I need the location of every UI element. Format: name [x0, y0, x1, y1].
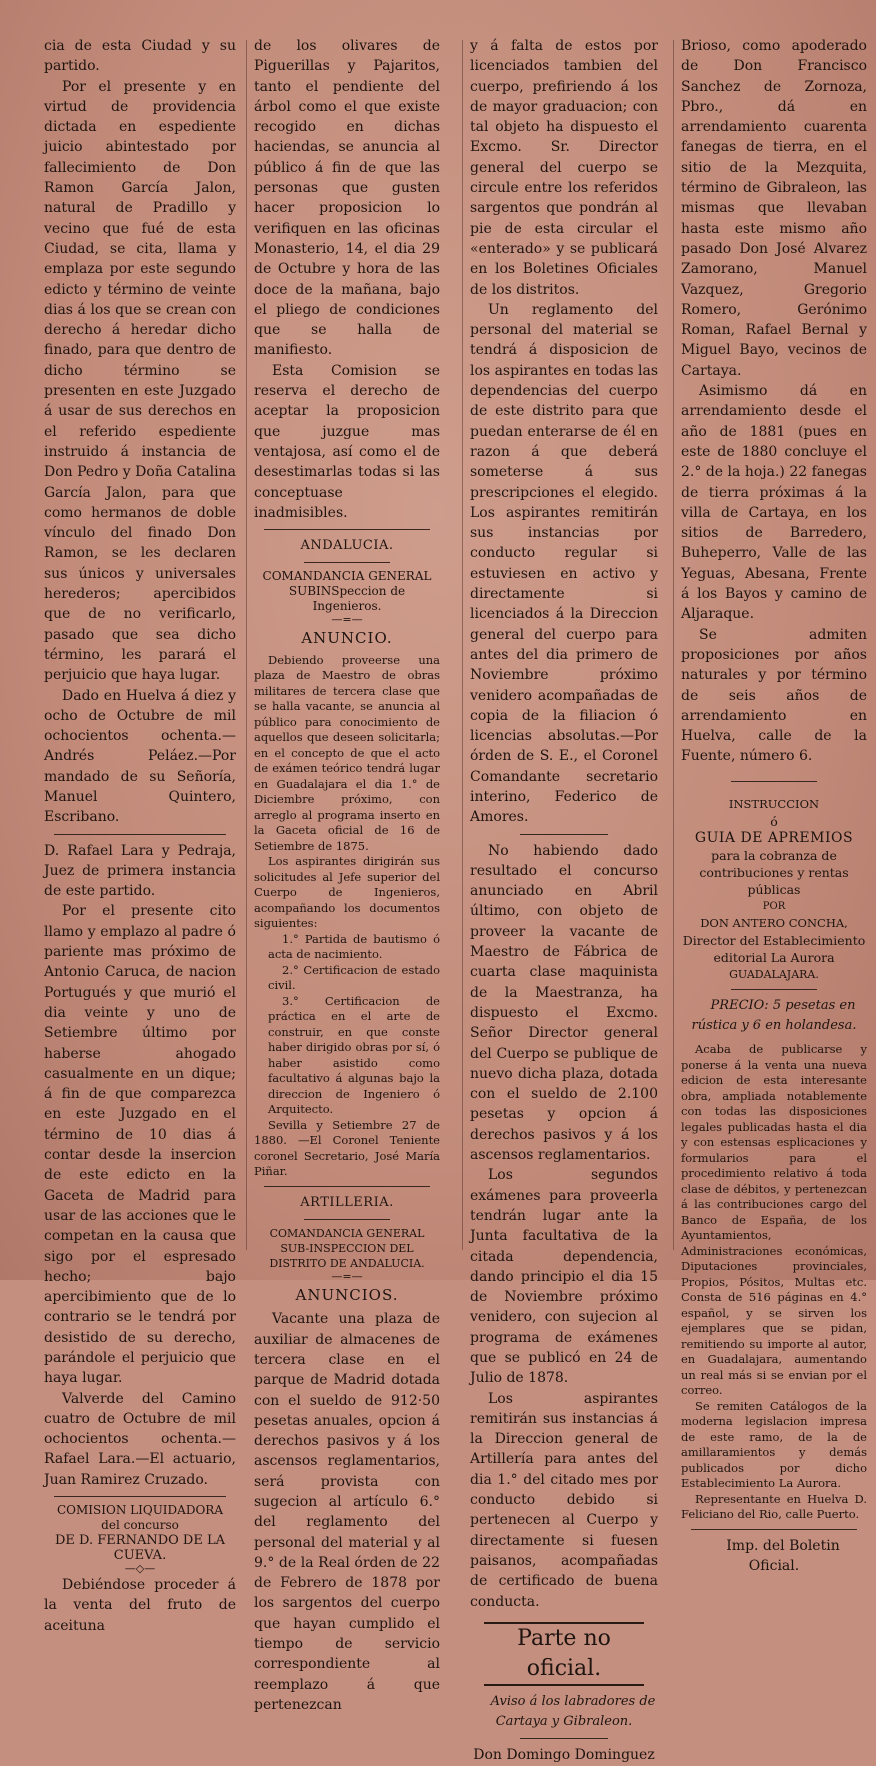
- divider: [304, 1219, 390, 1220]
- section-heading: ANDALUCIA.: [300, 538, 394, 554]
- paragraph: No habiendo dado resultado el concurso anunciado en Abril último, con objeto de proveer la vacante de Maestro de Fábrica de cuarta clase maquinista de la Maestranza, ha dispuesto el Excmo. Señor Director general del Cuerpo se publique de nuevo dicha plaza, dotada con el sueldo de 2.100 pesetas y opcion á derechos pasivos y á los ascensos reglamentarios.: [470, 842, 658, 1164]
- paragraph: Se remiten Catálogos de la moderna legislacion impresa de este ramo, de la de amillaramientos y demás publicados por dicho Establecimiento La Aurora.: [681, 1398, 867, 1491]
- paragraph: cia de esta Ciudad y su partido.: [44, 38, 236, 75]
- paragraph: de los olivares de Piguerillas y Pajaritos, tanto el pendiente del árbol como el que existe recogido en dichas haciendas, se anuncia al público á fin de que las personas que gusten hacer proposicion lo verifiquen en las oficinas Monasterio, 14, el dia 29 de Octubre y hora de las doce de la mañana, bajo el pliego de condiciones que se halla de manifiesto.: [254, 38, 440, 359]
- book-by: POR: [762, 900, 786, 912]
- paragraph: Esta Comision se reserva el derecho de aceptar la proposicion que juzgue mas ventajosa, así como el de desestimarlas todas si las conceptuase inadmisibles.: [254, 362, 440, 521]
- divider: [264, 529, 430, 530]
- announcement-title: ANUNCIOS.: [295, 1286, 399, 1305]
- price: PRECIO: 5 pesetas en rústica y 6 en holandesa.: [691, 997, 857, 1033]
- book-publisher: Director del Establecimiento editorial La Aurora: [682, 932, 866, 965]
- paragraph: Vacante una plaza de auxiliar de almacenes de tercera clase en el parque de Madrid dotada con el sueldo de 912·50 pesetas anuales, opcion á derechos pasivos y á los ascensos reglamentarios, será provista con sugecion al artículo 6.° del reglamento del personal del material y al 9.° de la Real órden de 22 de Febrero de 1878 por los sargentos del cuerpo que hayan cumplido el tiempo de servicio correspondiente al reemplazo á que pertenezcan: [254, 1311, 440, 1713]
- list-item: 2.° Certificacion de estado civil.: [268, 962, 440, 993]
- list-item: 3.° Certificacion de práctica en el arte de construir, en que conste haber dirigido obras por sí, ó haber asistido como facultativo á algunas bajo la direccion de Ingeniero ó Arquitecto.: [268, 993, 440, 1117]
- column-1: [44, 36, 236, 1634]
- paragraph: Un reglamento del personal del material se tendrá á disposicion de los aspirantes en todas las dependencias del cuerpo de este distrito para que puedan enterarse de él en razon á que deberá someterse á sus prescripciones el elegido. Los aspirantes remitirán sus instancias por conducto regular si estuviesen en activo y directamente si licenciados á la Direccion general del cuerpo para antes del dia primero de Noviembre próximo venidero acompañadas de copia de la filiacion ó licencias absolutas.—Por órden de S. E., el Coronel Comandante secretario interino, Federico de Amores.: [470, 301, 658, 826]
- paragraph: Acaba de publicarse y ponerse á la venta una nueva edicion de esta interesante obra, ampliada notablemente con todas las disposiciones legales publicadas hasta el dia y con estensas esplicaciones y formularios para el procedimiento relativo á toda clase de débitos, y pertenezcan á las contribuciones cargo del Banco de España, de los Ayuntamientos, Administraciones económicas, Diputaciones provinciales, Propios, Pósitos, Multas etc. Consta de 516 páginas en 4.° español, y se sirven los ejemplares que se pidan, remitiendo su importe al autor, en Guadalajara, aumentando un real más si se envian por el correo.: [681, 1042, 867, 1398]
- paragraph: Debiendo proveerse una plaza de Maestro de obras militares de tercera clase que se halla vacante, se anuncia al público para conocimiento de aquellos que deseen solicitarla; en el concepto de que el acto de exámen teórico tendrá lugar en Guadalajara el dia 1.° de Diciembre próximo, con arreglo al programa inserto en la Gaceta oficial de 16 de Setiembre de 1875.: [254, 652, 440, 853]
- book-city: GUADALAJARA.: [729, 967, 819, 981]
- signature: Sevilla y Setiembre 27 de 1880. —El Coronel Teniente coronel Secretario, José María Piñar.: [254, 1117, 440, 1179]
- section-heading: COMISION LIQUIDADORA: [56, 1503, 223, 1518]
- divider: [520, 834, 608, 835]
- paragraph: Los segundos exámenes para proveerla tendrán lugar ante la Junta facultativa de la citada dependencia, dando principio el dia 15 de Noviembre próximo venidero, con sujecion al programa de exámenes que se publicó en 24 de Julio de 1878.: [470, 1167, 658, 1387]
- book-author: DON ANTERO CONCHA,: [700, 915, 848, 930]
- paragraph: Valverde del Camino cuatro de Octubre de mil ochocientos ochenta.—Rafael Lara.—El actuario, Juan Ramirez Cruzado.: [44, 1390, 236, 1488]
- paragraph: Brioso, como apoderado de Don Francisco Sanchez de Zornoza, Pbro., dá en arrendamiento cuarenta fanegas de tierra, en el sitio de la Mezquita, término de Gibraleon, las mismas que llevaban hasta este mismo año pasado Don José Alvarez Zamorano, Manuel Vazquez, Gregorio Romero, Gerónimo Roman, Rafael Bernal y Miguel Bayo, vecinos de Cartaya.: [681, 38, 867, 379]
- announcement-title: ANUNCIO.: [301, 629, 393, 648]
- column-3: [470, 36, 658, 1764]
- book-subtitle: para la cobranza de contribuciones y rentas públicas: [699, 847, 849, 897]
- section-heading: ARTILLERIA.: [300, 1194, 394, 1210]
- column-4: [681, 36, 867, 1575]
- paragraph: Asimismo dá en arrendamiento desde el año de 1881 (pues en este de 1880 concluye el 2.° de la hoja.) 22 fanegas de tierra próximas á la villa de Cartaya, en los sitios de Barredero, Buheperro, Valle de las Yeguas, Abesana, Frente á los Bayos y camino de Aljaraque.: [681, 383, 867, 623]
- divider: [520, 1738, 608, 1739]
- ornament: —◇—: [124, 1562, 156, 1576]
- divider: [54, 1496, 226, 1497]
- book-title: INSTRUCCION: [728, 796, 820, 811]
- paragraph: Los aspirantes dirigirán sus solicitudes al Jefe superior del Cuerpo de Ingenieros, acompañando los documentos siguientes:: [254, 854, 440, 931]
- ornament: —=—: [331, 613, 363, 627]
- paragraph: Representante en Huelva D. Feliciano del Rio, calle Puerto.: [681, 1491, 867, 1522]
- divider: [691, 1529, 857, 1530]
- column-divider: [246, 40, 247, 1250]
- announcement-body: [254, 653, 440, 1180]
- column-2: [254, 36, 440, 1713]
- paragraph: Por el presente y en virtud de providencia dictada en espediente juicio abintestado por fallecimiento de Don Ramon García Jalon, natural de Pradillo y vecino que fué de esta Ciudad, se cita, llama y emplaza por este segundo edicto y término de veinte dias á los que se crean con derecho á heredar dicho finado, para que dentro de dicho término se presenten en este Juzgado á usar de sus derechos en el referido espediente instruido á instancia de Don Pedro y Doña Catalina García Jalon, para que como hermanos de doble vínculo del finado Don Ramon, se les declaren sus únicos y universales herederos; apercibidos que de no verificarlo, pasado que sea dicho término, les parará el perjuicio que haya lugar.: [44, 78, 236, 684]
- paragraph: Debiéndose proceder á la venta del fruto de aceituna: [44, 1577, 236, 1634]
- advert-body: [681, 1042, 867, 1523]
- section-subheading: del concurso: [101, 1518, 179, 1533]
- divider: [54, 834, 226, 835]
- ornament: —=—: [331, 1270, 363, 1284]
- printer-imprint: Imp. del Boletin Oficial.: [726, 1537, 840, 1575]
- paragraph: Por el presente cito llamo y emplazo al padre ó pariente mas próximo de Antonio Caruca, de nacion Portugués y que murió el dia veinte y uno de Setiembre último por haberse ahogado casualmente en un dique; á fin de que comparezca en este Juzgado en el término de 10 dias á contar desde la insercion de este edicto en la Gaceta de Madrid para usar de las acciones que le competan en la causa que sigo por el espresado hecho; bajo apercibimiento que de lo contrario se le tendrá por desistido de su derecho, parándole el perjuicio que haya lugar.: [44, 903, 236, 1387]
- paragraph: Dado en Huelva á diez y ocho de Octubre de mil ochocientos ochenta.—Andrés Peláez.—Por mandado de su Señoría, Manuel Quintero, Escribano.: [44, 687, 236, 826]
- book-title: GUIA DE APREMIOS: [694, 829, 854, 846]
- divider: [304, 562, 390, 563]
- paragraph: y á falta de estos por licenciados tambien del cuerpo, prefiriendo á los de mayor graduacion; con tal objeto ha dispuesto el Excmo. Sr. Director general del cuerpo se circule entre los referidos sargentos que pondrán al pie de esta circular el «enterado» y se publicará en los Boletines Oficiales de los distritos.: [470, 38, 658, 298]
- list-item: 1.° Partida de bautismo ó acta de nacimiento.: [268, 931, 440, 962]
- section-subheading: DE D. FERNANDO DE LA CUEVA.: [55, 1533, 225, 1564]
- notice-title: Aviso á los labradores de Cartaya y Gibraleon.: [490, 1693, 656, 1730]
- book-title: ó: [770, 813, 778, 829]
- section-subheading: COMANDANCIA GENERAL SUB-INSPECCION DEL DISTRITO DE ANDALUCIA.: [269, 1227, 425, 1271]
- section-subheading: COMANDANCIA GENERAL SUBINSpeccion de Ingenieros.: [262, 569, 432, 614]
- divider: [731, 781, 817, 782]
- paragraph: Se admiten proposiciones por años naturales y por término de seis años de arrendamiento en Huelva, calle de la Fuente, número 6.: [681, 626, 867, 765]
- edict-heading: D. Rafael Lara y Pedraja, Juez de primera instancia de este partido.: [44, 842, 236, 900]
- divider: [731, 989, 817, 990]
- paragraph: Los aspirantes remitirán sus instancias á la Direccion general de Artillería para antes del dia 1.° del citado mes por conducto debido si pertenecen al Cuerpo y directamente si fuesen paisanos, acompañadas de certificado de buena conducta.: [470, 1390, 658, 1610]
- paragraph: Don Domingo Dominguez: [473, 1747, 655, 1764]
- section-banner: Parte no oficial.: [484, 1622, 644, 1686]
- divider: [264, 1186, 430, 1187]
- column-divider: [673, 40, 674, 1250]
- column-divider: [462, 40, 463, 1250]
